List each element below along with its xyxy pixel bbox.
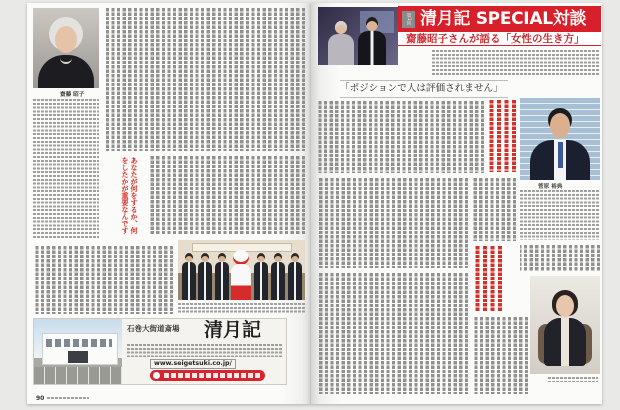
- two-people-photo: [318, 7, 398, 65]
- person-figure: [271, 253, 285, 300]
- portrait-caption-name: 齋藤 昭子: [60, 92, 85, 98]
- page-footer-text: [47, 397, 89, 400]
- portrait-face: [550, 113, 570, 138]
- article-subtitle: 齋藤昭子さんが語る「女性の生き方」: [398, 32, 601, 46]
- woman-jacket: [544, 318, 586, 366]
- group-photo-caption: [178, 303, 305, 314]
- pull-quote-red-text: [474, 246, 502, 312]
- woman-face: [556, 295, 574, 317]
- woman-body: [328, 34, 354, 65]
- body-text-columns: [318, 101, 484, 173]
- ad-brand-logo: 清月記: [204, 319, 262, 341]
- portrait-tie: [558, 142, 563, 168]
- page-number: 90: [36, 395, 45, 402]
- body-text-columns: [104, 8, 305, 151]
- intro-text: [432, 50, 600, 76]
- body-text-columns: [33, 246, 173, 314]
- portrait-caption-text: [33, 99, 99, 239]
- building-entrance: [68, 351, 88, 363]
- person-figure: [215, 253, 229, 300]
- building-windows: [46, 339, 112, 347]
- portrait-caption-text: [520, 190, 600, 240]
- woman-head: [335, 21, 347, 34]
- man-head: [366, 17, 378, 31]
- body-text-columns: [472, 178, 516, 241]
- ad-url: www.seigetsuki.co.jp/: [150, 359, 236, 369]
- body-text-columns: [318, 178, 468, 268]
- phone-icon: [153, 372, 160, 379]
- ad-body-text: [127, 344, 282, 357]
- woman-seated-photo: [530, 276, 600, 374]
- headline-quote: 「ポジションで人は評価されません」: [340, 80, 508, 98]
- series-badge: 第1回: [402, 11, 415, 28]
- body-text-columns: [520, 245, 600, 271]
- pull-quote: あなたが何をするか、何をしたかが重要なんです: [121, 157, 138, 234]
- ad-phone-bar: [150, 370, 265, 381]
- body-text-columns: [150, 156, 305, 234]
- portrait-photo-man: [520, 98, 600, 180]
- person-figure: [254, 253, 268, 300]
- parking-lot: [34, 367, 122, 384]
- ad-building-photo: [34, 319, 122, 384]
- group-photo: [178, 240, 305, 300]
- ad-phone-number: [164, 373, 260, 378]
- man-body: [358, 31, 386, 65]
- portrait-photo-woman: [33, 8, 99, 88]
- portrait-caption-name: 菅原 裕典: [538, 184, 563, 190]
- body-text-columns: [472, 317, 528, 394]
- portrait-face: [55, 26, 77, 53]
- pull-quote-red-text: [488, 100, 516, 172]
- mascot-figure: [231, 250, 251, 300]
- banner-title: 清月記 SPECIAL対談: [420, 9, 587, 29]
- body-text-columns: [318, 273, 468, 394]
- woman-photo-caption: [548, 377, 598, 382]
- person-figure: [182, 253, 196, 300]
- person-figure: [288, 253, 302, 300]
- ad-venue-name: 石巻大街道斎場: [127, 324, 180, 333]
- person-figure: [198, 253, 212, 300]
